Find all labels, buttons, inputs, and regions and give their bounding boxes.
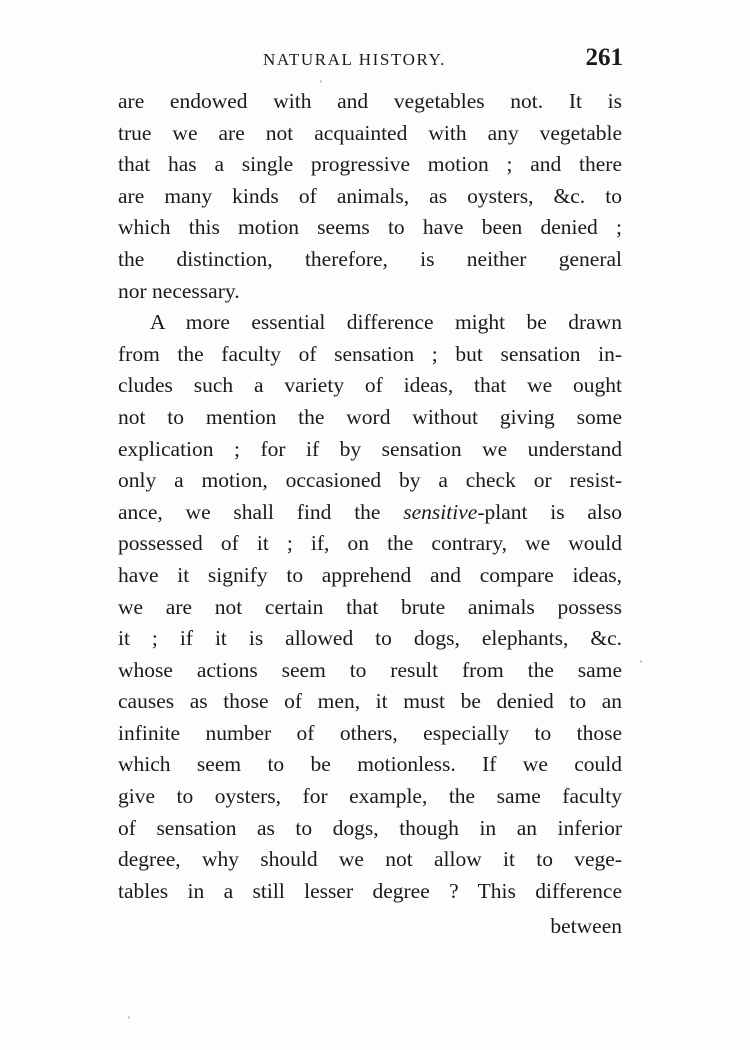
- text-line: are many kinds of animals, as oysters, &c. to: [118, 183, 622, 208]
- text-segment: ance, we shall find the: [118, 499, 404, 524]
- text-line: that has a single progressive motion ; and there: [118, 152, 622, 177]
- text-line: it ; if it is allowed to dogs, elephants, &c.: [118, 626, 622, 651]
- running-head: [118, 44, 623, 78]
- page-number: 261: [585, 44, 623, 71]
- text-line: tables in a still lesser degree ? This difference: [118, 878, 622, 903]
- running-title: NATURAL HISTORY.: [263, 50, 447, 69]
- paper-speck: [128, 1016, 130, 1019]
- text-line: possessed of it ; if, on the contrary, we would: [118, 531, 622, 556]
- body-text: [118, 86, 622, 943]
- text-line: only a motion, occasioned by a check or resist-: [118, 468, 622, 493]
- text-line: causes as those of men, it must be denied to an: [118, 689, 622, 714]
- text-line: degree, why should we not allow it to vege-: [118, 847, 622, 872]
- text-line: whose actions seem to result from the same: [118, 657, 622, 682]
- text-line: which this motion seems to have been denied ;: [118, 215, 622, 240]
- text-line: true we are not acquainted with any vegetable: [118, 120, 622, 145]
- text-segment: -plant is also: [477, 499, 623, 524]
- text-line: nor necessary.: [118, 278, 240, 303]
- paper-speck: [320, 80, 322, 83]
- italic-term: sensitive: [403, 499, 478, 524]
- text-line: we are not certain that brute animals possess: [118, 594, 622, 619]
- text-line: are endowed with and vegetables not. It is: [118, 89, 622, 113]
- text-line: of sensation as to dogs, though in an inferior: [118, 815, 622, 840]
- text-line: infinite number of others, especially to those: [118, 720, 622, 745]
- text-line: not to mention the word without giving some: [118, 404, 622, 429]
- paper-speck: [640, 660, 642, 663]
- text-line: the distinction, therefore, is neither general: [118, 246, 622, 271]
- text-line: which seem to be motionless. If we could: [118, 752, 622, 777]
- catchword: between: [550, 914, 622, 939]
- text-line: give to oysters, for example, the same faculty: [118, 784, 622, 809]
- text-line-with-italic: [118, 497, 622, 529]
- text-line: explication ; for if by sensation we understand: [118, 436, 622, 461]
- text-line: from the faculty of sensation ; but sensation in-: [118, 341, 622, 366]
- text-line: have it signify to apprehend and compare ideas,: [118, 562, 622, 587]
- text-line: A more essential difference might be drawn: [150, 310, 622, 335]
- text-line: cludes such a variety of ideas, that we ought: [118, 373, 622, 398]
